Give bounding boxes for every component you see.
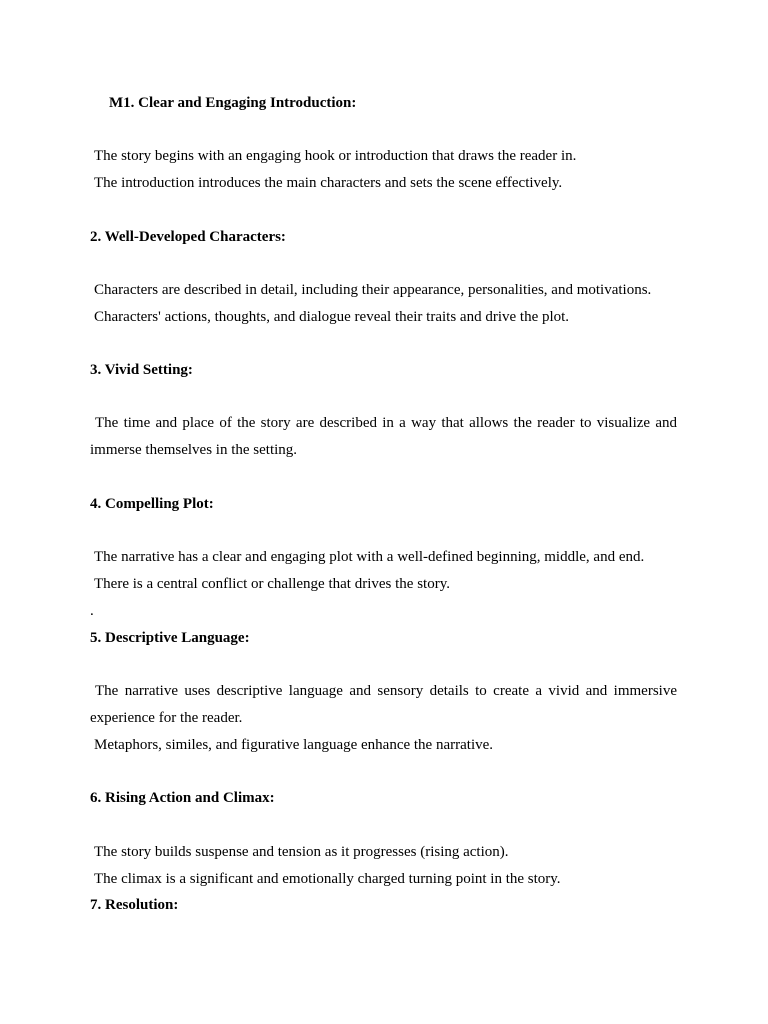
paragraph-characters-actions: Characters' actions, thoughts, and dialogue reveal their traits and drive the plot. bbox=[94, 309, 570, 325]
heading-resolution: 7. Resolution: bbox=[90, 897, 179, 913]
paragraph-characters-detail: Characters are described in detail, including their appearance, personalities, and motivations. bbox=[94, 282, 652, 298]
heading-descriptive-language: 5. Descriptive Language: bbox=[90, 630, 250, 646]
heading-characters: 2. Well-Developed Characters: bbox=[90, 229, 286, 245]
heading-plot: 4. Compelling Plot: bbox=[90, 496, 214, 512]
paragraph-rising-climax: The climax is a significant and emotionally charged turning point in the story. bbox=[94, 871, 561, 887]
paragraph-plot-structure: The narrative has a clear and engaging plot with a well-defined beginning, middle, and end. bbox=[94, 549, 645, 565]
paragraph-setting: The time and place of the story are described in a way that allows the reader to visualize and immerse themselves in the setting. bbox=[90, 415, 677, 458]
paragraph-descriptive-sensory: The narrative uses descriptive language and sensory details to create a vivid and immersive experience for the reader. bbox=[90, 683, 677, 726]
paragraph-rising-suspense: The story builds suspense and tension as it progresses (rising action). bbox=[94, 844, 509, 860]
paragraph-intro-characters: The introduction introduces the main characters and sets the scene effectively. bbox=[94, 175, 563, 191]
heading-rising-action: 6. Rising Action and Climax: bbox=[90, 790, 275, 806]
paragraph-plot-conflict: There is a central conflict or challenge that drives the story. bbox=[94, 576, 450, 592]
heading-setting: 3. Vivid Setting: bbox=[90, 362, 193, 378]
stray-period: . bbox=[90, 603, 94, 619]
heading-introduction: M1. Clear and Engaging Introduction: bbox=[109, 95, 357, 111]
paragraph-descriptive-metaphors: Metaphors, similes, and figurative language enhance the narrative. bbox=[94, 737, 494, 753]
paragraph-intro-hook: The story begins with an engaging hook or introduction that draws the reader in. bbox=[94, 148, 577, 164]
